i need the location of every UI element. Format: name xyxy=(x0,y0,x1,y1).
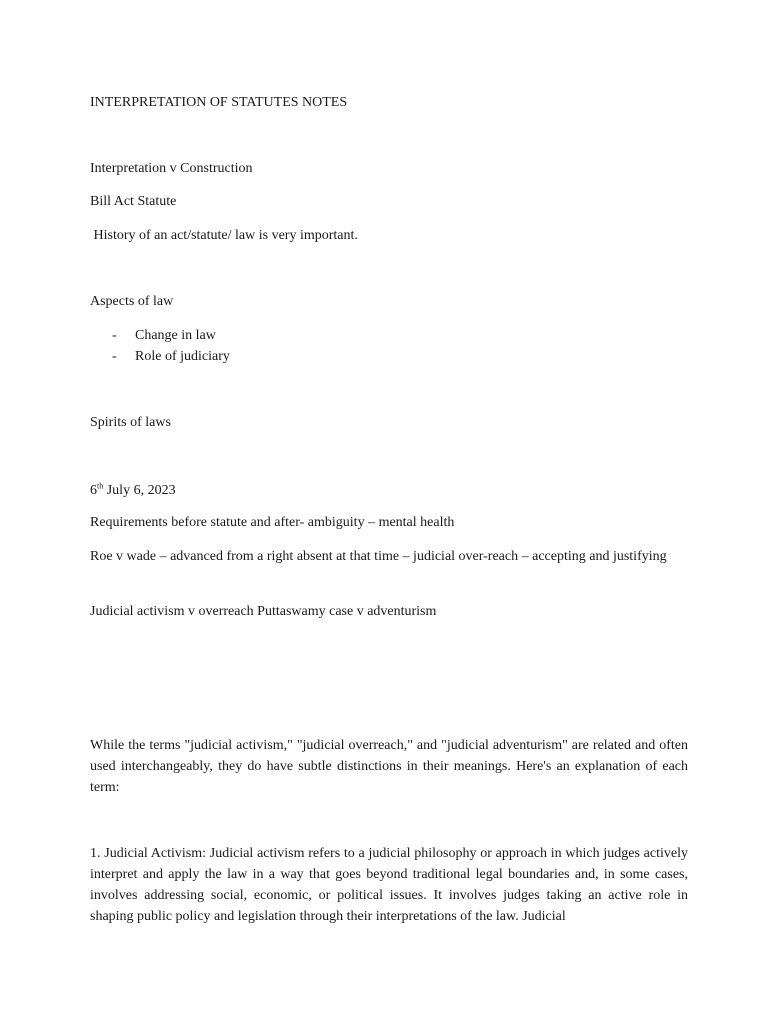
paragraph-judicial-activism: 1. Judicial Activism: Judicial activism refers to a judicial philosophy or approach in which judges actively interpret and apply the law in a way that goes beyond traditional legal boundaries and, in some cases, involves addressing social, economic, or political issues. It involves judges taking an active role in shaping public policy and legislation through their interpretations of the law. Judicial xyxy=(90,846,688,924)
list-item-text: Change in law xyxy=(135,328,216,343)
line-history: History of an act/statute/ law is very important. xyxy=(90,228,358,243)
line-interpretation-v-construction: Interpretation v Construction xyxy=(90,161,253,176)
list-item xyxy=(112,347,230,367)
date-line xyxy=(90,481,176,501)
list-marker: - xyxy=(112,328,117,343)
heading-aspects-of-law: Aspects of law xyxy=(90,294,174,309)
line-bill-act-statute: Bill Act Statute xyxy=(90,194,177,209)
line-spirits-of-laws: Spirits of laws xyxy=(90,415,171,430)
date-suffix: th xyxy=(97,481,104,491)
list-item-text: Role of judiciary xyxy=(135,349,230,364)
line-roe-v-wade: Roe v wade – advanced from a right absent at that time – judicial over-reach – accepting and justifying xyxy=(90,549,667,564)
paragraph-intro: While the terms "judicial activism," "judicial overreach," and "judicial adventurism" are related and often used interchangeably, they do have subtle distinctions in their meanings. Here's an explanation of each term: xyxy=(90,738,688,795)
list-item xyxy=(112,326,216,346)
line-requirements: Requirements before statute and after- ambiguity – mental health xyxy=(90,515,455,530)
line-judicial-activism: Judicial activism v overreach Puttaswamy case v adventurism xyxy=(90,604,437,619)
date-day: 6 xyxy=(90,483,97,498)
list-marker: - xyxy=(112,349,117,364)
date-rest: July 6, 2023 xyxy=(103,483,176,498)
document-title: INTERPRETATION OF STATUTES NOTES xyxy=(90,95,348,110)
